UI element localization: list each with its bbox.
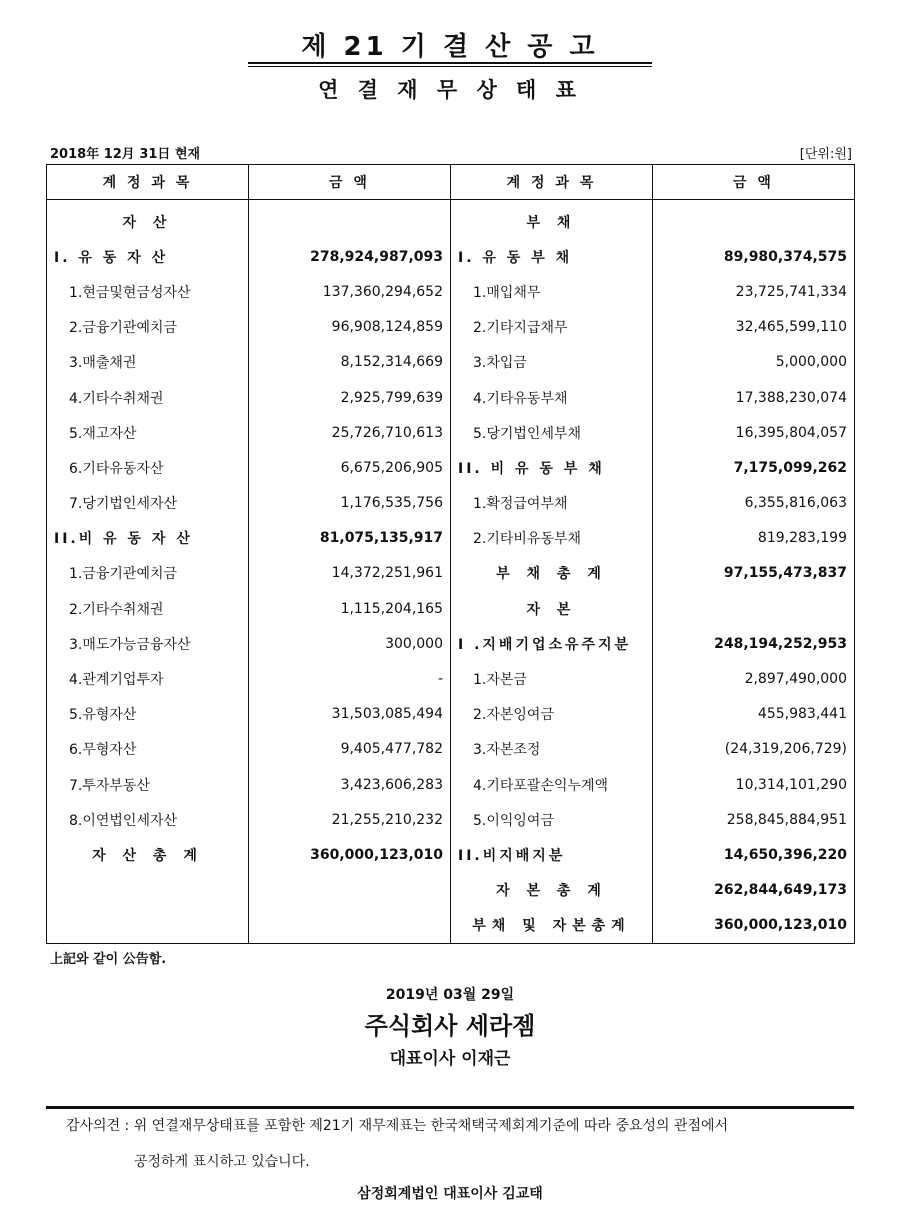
- asset-account-label: 1.금융기관예치금: [47, 556, 249, 591]
- table-row: [47, 274, 855, 309]
- asset-amount: 8,152,314,669: [249, 345, 451, 380]
- liability-equity-amount: 89,980,374,575: [653, 239, 855, 274]
- asset-account-label: [47, 873, 249, 908]
- asset-account-label: 2.기타수취채권: [47, 591, 249, 626]
- table-row: [47, 697, 855, 732]
- liability-equity-account-label: 1.매입채무: [451, 274, 653, 309]
- asset-account-label: 5.재고자산: [47, 415, 249, 450]
- column-header: 금 액: [653, 165, 855, 200]
- asset-account-label: 자 산 총 계: [47, 837, 249, 872]
- asset-amount: [249, 873, 451, 908]
- asset-amount: 2,925,799,639: [249, 380, 451, 415]
- unit-label: [단위:원]: [799, 147, 852, 162]
- asset-account-label: II.비 유 동 자 산: [47, 521, 249, 556]
- table-header-row: [47, 165, 855, 200]
- company-name: 주식회사 세라젬: [364, 1012, 536, 1040]
- column-header: 계 정 과 목: [47, 165, 249, 200]
- liability-equity-account-label: 2.기타비유동부채: [451, 521, 653, 556]
- balance-sheet-table: [46, 164, 855, 944]
- asset-account-label: 8.이연법인세자산: [47, 802, 249, 837]
- liability-equity-amount: 32,465,599,110: [653, 310, 855, 345]
- asset-account-label: 자 산: [47, 200, 249, 240]
- asset-amount: 31,503,085,494: [249, 697, 451, 732]
- table-body: [47, 200, 855, 944]
- page-title: 제 21 기 결 산 공 고: [301, 32, 599, 62]
- asset-account-label: 2.금융기관예치금: [47, 310, 249, 345]
- table-row: [47, 591, 855, 626]
- liability-equity-account-label: 1.자본금: [451, 661, 653, 696]
- table-row: [47, 239, 855, 274]
- asset-amount: 137,360,294,652: [249, 274, 451, 309]
- asset-account-label: 7.투자부동산: [47, 767, 249, 802]
- table-row: [47, 415, 855, 450]
- liability-equity-amount: [653, 591, 855, 626]
- liability-equity-amount: 10,314,101,290: [653, 767, 855, 802]
- liability-equity-amount: 262,844,649,173: [653, 873, 855, 908]
- notice-date: 2019년 03월 29일: [385, 987, 515, 1003]
- liability-equity-amount: 248,194,252,953: [653, 626, 855, 661]
- asset-account-label: 7.당기법인세자산: [47, 486, 249, 521]
- asset-amount: 278,924,987,093: [249, 239, 451, 274]
- table-row: [47, 200, 855, 240]
- asset-amount: 6,675,206,905: [249, 450, 451, 485]
- liability-equity-amount: 14,650,396,220: [653, 837, 855, 872]
- liability-equity-account-label: I .지배기업소유주지분: [451, 626, 653, 661]
- as-of-date: 2018年 12月 31日 현재: [50, 147, 201, 162]
- audit-opinion-line1: 감사의견 : 위 연결재무상태표를 포함한 제21기 재무제표는 한국채택국제회계기준에 따라 중요성의 관점에서: [66, 1118, 729, 1134]
- asset-amount: -: [249, 661, 451, 696]
- liability-equity-amount: 2,897,490,000: [653, 661, 855, 696]
- asset-account-label: 5.유형자산: [47, 697, 249, 732]
- liability-equity-account-label: 4.기타유동부채: [451, 380, 653, 415]
- asset-amount: 9,405,477,782: [249, 732, 451, 767]
- liability-equity-account-label: 3.차입금: [451, 345, 653, 380]
- liability-equity-account-label: 자 본: [451, 591, 653, 626]
- asset-account-label: 4.기타수취채권: [47, 380, 249, 415]
- liability-equity-account-label: 3.자본조정: [451, 732, 653, 767]
- asset-amount: 14,372,251,961: [249, 556, 451, 591]
- ceo-name: 대표이사 이재근: [389, 1049, 511, 1069]
- asset-account-label: 4.관계기업투자: [47, 661, 249, 696]
- asset-account-label: 3.매출채권: [47, 345, 249, 380]
- liability-equity-amount: 97,155,473,837: [653, 556, 855, 591]
- liability-equity-account-label: 4.기타포괄손익누계액: [451, 767, 653, 802]
- notice-text: 上記와 같이 公告함.: [50, 952, 167, 967]
- liability-equity-amount: 360,000,123,010: [653, 908, 855, 944]
- table-row: [47, 486, 855, 521]
- table-row: [47, 450, 855, 485]
- liability-equity-amount: 455,983,441: [653, 697, 855, 732]
- asset-account-label: I. 유 동 자 산: [47, 239, 249, 274]
- asset-account-label: 6.기타유동자산: [47, 450, 249, 485]
- liability-equity-account-label: I. 유 동 부 채: [451, 239, 653, 274]
- liability-equity-amount: 5,000,000: [653, 345, 855, 380]
- column-header: 금 액: [249, 165, 451, 200]
- table-row: [47, 521, 855, 556]
- table-row: [47, 556, 855, 591]
- asset-amount: 81,075,135,917: [249, 521, 451, 556]
- liability-equity-amount: 7,175,099,262: [653, 450, 855, 485]
- asset-amount: 21,255,210,232: [249, 802, 451, 837]
- table-row: [47, 732, 855, 767]
- audit-opinion-line2: 공정하게 표시하고 있습니다.: [134, 1154, 310, 1170]
- audit-divider: [46, 1106, 854, 1109]
- asset-amount: [249, 200, 451, 240]
- liability-equity-account-label: 5.이익잉여금: [451, 802, 653, 837]
- liability-equity-account-label: 2.자본잉여금: [451, 697, 653, 732]
- table-row: [47, 767, 855, 802]
- table-row: [47, 873, 855, 908]
- liability-equity-account-label: 부 채 총 계: [451, 556, 653, 591]
- asset-amount: 300,000: [249, 626, 451, 661]
- asset-amount: 1,176,535,756: [249, 486, 451, 521]
- liability-equity-account-label: 1.확정급여부채: [451, 486, 653, 521]
- asset-amount: 3,423,606,283: [249, 767, 451, 802]
- asset-amount: 1,115,204,165: [249, 591, 451, 626]
- asset-amount: [249, 908, 451, 944]
- liability-equity-account-label: 2.기타지급채무: [451, 310, 653, 345]
- liability-equity-amount: (24,319,206,729): [653, 732, 855, 767]
- table-row: [47, 661, 855, 696]
- table-row: [47, 345, 855, 380]
- liability-equity-amount: 819,283,199: [653, 521, 855, 556]
- asset-account-label: 3.매도가능금융자산: [47, 626, 249, 661]
- table-row: [47, 310, 855, 345]
- asset-amount: 360,000,123,010: [249, 837, 451, 872]
- title-underline-thin: [248, 66, 652, 67]
- liability-equity-account-label: 부채 및 자본총계: [451, 908, 653, 944]
- asset-amount: 25,726,710,613: [249, 415, 451, 450]
- statement-title: 연 결 재 무 상 태 표: [318, 78, 582, 102]
- title-underline: [248, 62, 652, 64]
- liability-equity-account-label: 부 채: [451, 200, 653, 240]
- table-row: [47, 626, 855, 661]
- liability-equity-account-label: II.비지배지분: [451, 837, 653, 872]
- table-row: [47, 802, 855, 837]
- liability-equity-amount: 6,355,816,063: [653, 486, 855, 521]
- asset-account-label: 1.현금및현금성자산: [47, 274, 249, 309]
- liability-equity-amount: 258,845,884,951: [653, 802, 855, 837]
- table-row: [47, 380, 855, 415]
- liability-equity-account-label: 자 본 총 계: [451, 873, 653, 908]
- asset-amount: 96,908,124,859: [249, 310, 451, 345]
- auditor-name: 삼정회계법인 대표이사 김교태: [357, 1186, 543, 1202]
- table-row: [47, 837, 855, 872]
- liability-equity-account-label: II. 비 유 동 부 채: [451, 450, 653, 485]
- table-row: [47, 908, 855, 944]
- liability-equity-amount: [653, 200, 855, 240]
- column-header: 계 정 과 목: [451, 165, 653, 200]
- liability-equity-amount: 23,725,741,334: [653, 274, 855, 309]
- asset-account-label: [47, 908, 249, 944]
- asset-account-label: 6.무형자산: [47, 732, 249, 767]
- liability-equity-amount: 16,395,804,057: [653, 415, 855, 450]
- liability-equity-amount: 17,388,230,074: [653, 380, 855, 415]
- liability-equity-account-label: 5.당기법인세부채: [451, 415, 653, 450]
